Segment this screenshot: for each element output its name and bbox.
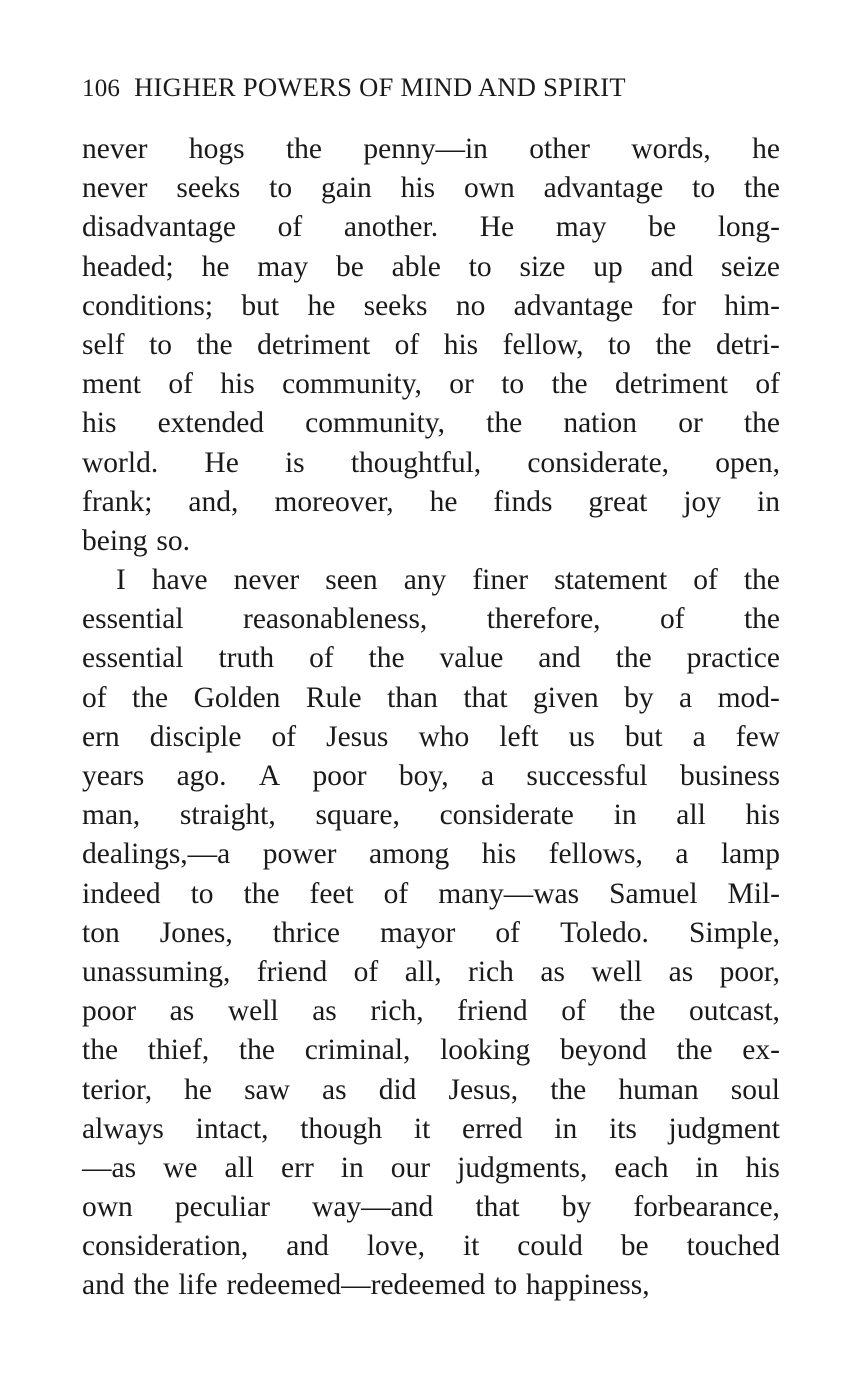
text-line bbox=[82, 169, 780, 208]
word: indeed bbox=[82, 877, 161, 910]
text-line bbox=[82, 1227, 780, 1266]
text-line bbox=[82, 561, 780, 600]
word: a bbox=[480, 760, 495, 792]
word: ment bbox=[82, 368, 141, 401]
word: the bbox=[615, 642, 652, 675]
word: that bbox=[475, 1191, 520, 1224]
word: the bbox=[550, 1073, 587, 1106]
word: terior, bbox=[82, 1073, 153, 1106]
text-line bbox=[82, 404, 780, 443]
word: penny—in bbox=[363, 133, 488, 165]
word: the bbox=[133, 1269, 170, 1302]
word: many—was bbox=[438, 877, 580, 910]
word: judgment bbox=[668, 1112, 780, 1145]
word: poor, bbox=[719, 955, 780, 988]
word: to bbox=[269, 172, 293, 205]
word: feet bbox=[309, 877, 354, 910]
word: the bbox=[132, 681, 169, 714]
word: lamp bbox=[720, 838, 780, 871]
word: Jones, bbox=[159, 916, 233, 949]
text-line bbox=[82, 835, 780, 874]
word: detri- bbox=[715, 328, 780, 361]
word: the bbox=[551, 368, 588, 401]
word: well bbox=[591, 955, 643, 988]
word: of bbox=[394, 328, 420, 361]
word: to bbox=[692, 172, 716, 205]
text-line bbox=[82, 1149, 780, 1188]
word: to bbox=[501, 368, 525, 401]
text-line bbox=[82, 522, 780, 561]
word: business bbox=[679, 760, 780, 792]
word: intact, bbox=[195, 1112, 269, 1145]
word: soul bbox=[730, 1073, 780, 1106]
word: statement bbox=[554, 564, 668, 597]
word: friend bbox=[457, 995, 528, 1028]
word: long- bbox=[717, 211, 780, 244]
word: is bbox=[284, 446, 305, 479]
word: other bbox=[529, 133, 590, 165]
word: each bbox=[614, 1151, 669, 1184]
word: the bbox=[743, 603, 780, 636]
word: seen bbox=[325, 564, 378, 597]
word: detriment bbox=[257, 328, 371, 361]
word: another. bbox=[343, 211, 439, 244]
word: unassuming, bbox=[82, 955, 231, 988]
word: advantage bbox=[513, 289, 634, 322]
text-line bbox=[82, 208, 780, 247]
word: we bbox=[163, 1151, 198, 1184]
word: by bbox=[561, 1191, 592, 1224]
word: joy bbox=[683, 485, 722, 518]
word: he bbox=[429, 485, 458, 518]
word: a bbox=[679, 681, 693, 714]
text-line bbox=[82, 248, 780, 287]
word: as bbox=[322, 1073, 347, 1106]
word: ago. bbox=[176, 760, 227, 792]
word: He bbox=[479, 211, 515, 244]
word: the bbox=[676, 1034, 713, 1067]
word: and, bbox=[188, 485, 239, 518]
word: disciple bbox=[149, 720, 242, 753]
word: own bbox=[463, 172, 515, 205]
word: never bbox=[82, 172, 148, 205]
word: as bbox=[668, 955, 694, 988]
word: value bbox=[439, 642, 504, 675]
word: left bbox=[499, 720, 539, 753]
word: seize bbox=[721, 250, 780, 283]
word: truth bbox=[218, 642, 275, 675]
word: any bbox=[403, 564, 447, 597]
word: did bbox=[378, 1073, 417, 1106]
text-line bbox=[82, 130, 780, 169]
word: the bbox=[486, 407, 523, 440]
word: in bbox=[340, 1151, 364, 1184]
text-line bbox=[82, 600, 780, 639]
word: disadvantage bbox=[82, 211, 236, 244]
word: finer bbox=[472, 564, 529, 597]
word: essential bbox=[82, 603, 184, 636]
text-line bbox=[82, 953, 780, 992]
word: way—and bbox=[312, 1191, 434, 1224]
body-text bbox=[82, 130, 780, 1306]
word: Jesus, bbox=[448, 1073, 519, 1106]
word: the bbox=[238, 1034, 275, 1067]
word: own bbox=[82, 1191, 133, 1224]
running-title: HIGHER POWERS OF MIND AND SPIRIT bbox=[134, 72, 626, 102]
word: finds bbox=[493, 485, 553, 518]
word: a bbox=[692, 720, 706, 753]
word: for bbox=[661, 289, 696, 322]
word: few bbox=[735, 720, 780, 753]
text-line bbox=[82, 326, 780, 365]
word: He bbox=[204, 446, 239, 479]
text-line bbox=[82, 875, 780, 914]
word: he bbox=[307, 289, 336, 322]
word: or bbox=[449, 368, 474, 401]
running-head bbox=[82, 72, 780, 112]
word: moreover, bbox=[274, 485, 394, 518]
word: his bbox=[481, 838, 517, 871]
word: ex- bbox=[742, 1034, 780, 1067]
word: man, bbox=[82, 799, 141, 832]
word: great bbox=[588, 485, 648, 518]
word: to bbox=[149, 328, 173, 361]
word: of bbox=[383, 877, 409, 910]
word: self bbox=[82, 328, 125, 361]
word: could bbox=[517, 1230, 583, 1263]
word: boy, bbox=[398, 760, 449, 792]
word: human bbox=[618, 1073, 699, 1106]
word: his bbox=[443, 328, 479, 361]
word: him- bbox=[724, 289, 780, 322]
word: essential bbox=[82, 642, 184, 675]
word: Jesus bbox=[326, 720, 389, 753]
word: all bbox=[224, 1151, 255, 1184]
word: but bbox=[624, 720, 663, 753]
word: redeemed—redeemed bbox=[226, 1269, 486, 1302]
word: community, bbox=[282, 368, 422, 401]
word: by bbox=[624, 681, 654, 714]
text-line bbox=[82, 718, 780, 757]
word: thief, bbox=[147, 1034, 210, 1067]
word: be bbox=[648, 211, 677, 244]
word: the bbox=[285, 133, 323, 165]
word: his bbox=[745, 1151, 780, 1184]
text-line bbox=[82, 1110, 780, 1149]
word: looking bbox=[440, 1034, 531, 1067]
word: of bbox=[755, 368, 780, 401]
word: no bbox=[455, 289, 486, 322]
word: his bbox=[220, 368, 255, 401]
word: never bbox=[233, 564, 300, 597]
word: happiness, bbox=[525, 1269, 650, 1302]
word: up bbox=[593, 250, 623, 283]
word: of bbox=[82, 681, 107, 714]
word: but bbox=[241, 289, 280, 322]
word: its bbox=[608, 1112, 637, 1145]
word: advantage bbox=[543, 172, 664, 205]
word: poor bbox=[82, 995, 137, 1028]
word: poor bbox=[312, 760, 367, 792]
word: fellows, bbox=[548, 838, 643, 871]
text-line bbox=[82, 757, 780, 796]
word: to bbox=[190, 877, 214, 910]
word: be bbox=[335, 250, 364, 283]
word: seeks bbox=[176, 172, 241, 205]
word: never bbox=[82, 133, 148, 165]
word: may bbox=[257, 250, 309, 283]
word: Samuel bbox=[609, 877, 698, 910]
text-line bbox=[82, 1188, 780, 1227]
word: as bbox=[312, 995, 337, 1028]
word: of bbox=[168, 368, 193, 401]
text-line bbox=[82, 679, 780, 718]
word: hogs bbox=[188, 133, 245, 165]
word: frank; bbox=[82, 485, 153, 518]
word: therefore, bbox=[486, 603, 601, 636]
word: size bbox=[519, 250, 566, 283]
word: as bbox=[169, 995, 195, 1028]
text-line bbox=[82, 796, 780, 835]
word: words, bbox=[631, 133, 711, 165]
word: that bbox=[463, 681, 508, 714]
word: be bbox=[620, 1230, 649, 1263]
text-line bbox=[82, 444, 780, 483]
word: open, bbox=[715, 446, 780, 479]
word: Simple, bbox=[689, 916, 780, 949]
word: years bbox=[82, 760, 145, 792]
word: the bbox=[743, 564, 780, 597]
text-line bbox=[82, 1266, 780, 1305]
word: he bbox=[184, 1073, 212, 1106]
word: as bbox=[540, 955, 565, 988]
word: it bbox=[462, 1230, 480, 1263]
word: rich, bbox=[370, 995, 424, 1028]
word: love, bbox=[366, 1230, 425, 1263]
word: us bbox=[568, 720, 595, 753]
word: life bbox=[178, 1269, 218, 1302]
word: outcast, bbox=[688, 995, 780, 1028]
word: all bbox=[676, 799, 706, 832]
word: to bbox=[607, 328, 631, 361]
text-line bbox=[82, 914, 780, 953]
word: the bbox=[743, 172, 780, 205]
word: among bbox=[368, 838, 450, 871]
word: given bbox=[533, 681, 599, 714]
word: the bbox=[243, 877, 280, 910]
text-line bbox=[82, 992, 780, 1031]
word: power bbox=[262, 838, 337, 871]
word: than bbox=[387, 681, 438, 714]
page-number: 106 bbox=[82, 75, 121, 102]
word: conditions; bbox=[82, 289, 214, 322]
word: and bbox=[286, 1230, 329, 1263]
word: his bbox=[82, 407, 117, 440]
word: A bbox=[258, 760, 281, 792]
word: all, bbox=[404, 955, 442, 988]
word: well bbox=[227, 995, 279, 1028]
paragraph bbox=[82, 561, 780, 1306]
word: Golden bbox=[193, 681, 281, 714]
word: thrice bbox=[272, 916, 340, 949]
word: detriment bbox=[614, 368, 728, 401]
word: in bbox=[554, 1112, 578, 1145]
text-line bbox=[82, 1071, 780, 1110]
word: it bbox=[413, 1112, 431, 1145]
word: the bbox=[196, 328, 233, 361]
word: nation bbox=[563, 407, 638, 440]
word: Rule bbox=[305, 681, 362, 714]
word: reasonableness, bbox=[243, 603, 428, 636]
text-line bbox=[82, 1031, 780, 1070]
word: consideration, bbox=[82, 1230, 249, 1263]
word: gain bbox=[321, 172, 372, 205]
word: so. bbox=[156, 524, 190, 557]
word: community, bbox=[305, 407, 446, 440]
word: being bbox=[82, 524, 148, 557]
word: forbearance, bbox=[633, 1191, 780, 1224]
word: thoughtful, bbox=[350, 446, 482, 479]
word: our bbox=[390, 1151, 431, 1184]
word: seeks bbox=[363, 289, 428, 322]
word: have bbox=[151, 564, 208, 597]
word: erred bbox=[462, 1112, 523, 1145]
word: the bbox=[82, 1034, 119, 1067]
word: a bbox=[675, 838, 689, 871]
word: —as bbox=[82, 1151, 137, 1184]
word: in bbox=[695, 1151, 719, 1184]
word: extended bbox=[157, 407, 265, 440]
word: of bbox=[693, 564, 718, 597]
word: or bbox=[678, 407, 703, 440]
word: able bbox=[391, 250, 441, 283]
word: always bbox=[82, 1112, 164, 1145]
word: world. bbox=[82, 446, 159, 479]
word: and bbox=[650, 250, 694, 283]
word: mod- bbox=[717, 681, 780, 714]
word: mayor bbox=[379, 916, 456, 949]
word: his bbox=[400, 172, 436, 205]
word: successful bbox=[526, 760, 648, 792]
word: the bbox=[619, 995, 656, 1028]
word: peculiar bbox=[174, 1191, 270, 1224]
word: touched bbox=[686, 1230, 780, 1263]
word: of bbox=[271, 720, 297, 753]
word: may bbox=[555, 211, 607, 244]
word: and bbox=[538, 642, 581, 675]
word: criminal, bbox=[304, 1034, 411, 1067]
text-line bbox=[82, 365, 780, 404]
word: of bbox=[277, 211, 303, 244]
word: the bbox=[743, 407, 780, 440]
word: who bbox=[418, 720, 470, 753]
word: ton bbox=[82, 916, 120, 949]
word: practice bbox=[686, 642, 780, 675]
word: he bbox=[201, 250, 230, 283]
word: judgments, bbox=[457, 1151, 588, 1184]
word: friend bbox=[256, 955, 328, 988]
word: dealings,—a bbox=[82, 838, 231, 871]
word: in bbox=[613, 799, 637, 832]
text-line bbox=[82, 483, 780, 522]
word: err bbox=[281, 1151, 314, 1184]
text-line bbox=[82, 639, 780, 678]
word: of bbox=[309, 642, 334, 675]
word: of bbox=[495, 916, 520, 949]
word: Toledo. bbox=[560, 916, 649, 949]
word: the bbox=[655, 328, 692, 361]
word: headed; bbox=[82, 250, 174, 283]
word: he bbox=[752, 133, 780, 165]
word: of bbox=[561, 995, 586, 1028]
word: Mil- bbox=[727, 877, 780, 910]
word: to bbox=[494, 1269, 518, 1302]
word: beyond bbox=[559, 1034, 647, 1067]
word: straight, bbox=[179, 799, 276, 832]
word: rich bbox=[468, 955, 514, 988]
text-line bbox=[82, 287, 780, 326]
word: considerate, bbox=[527, 446, 670, 479]
word: and bbox=[82, 1269, 125, 1302]
word: in bbox=[757, 485, 780, 518]
word: I bbox=[116, 564, 126, 597]
word: ern bbox=[82, 720, 120, 753]
book-page bbox=[82, 72, 780, 1306]
word: to bbox=[468, 250, 492, 283]
paragraph bbox=[82, 130, 780, 561]
word: square, bbox=[315, 799, 400, 832]
word: his bbox=[745, 799, 780, 832]
word: though bbox=[300, 1112, 383, 1145]
word: saw bbox=[244, 1073, 290, 1106]
word: considerate bbox=[439, 799, 574, 832]
word: of bbox=[659, 603, 685, 636]
word: fellow, bbox=[502, 328, 584, 361]
word: the bbox=[368, 642, 405, 675]
word: of bbox=[353, 955, 379, 988]
